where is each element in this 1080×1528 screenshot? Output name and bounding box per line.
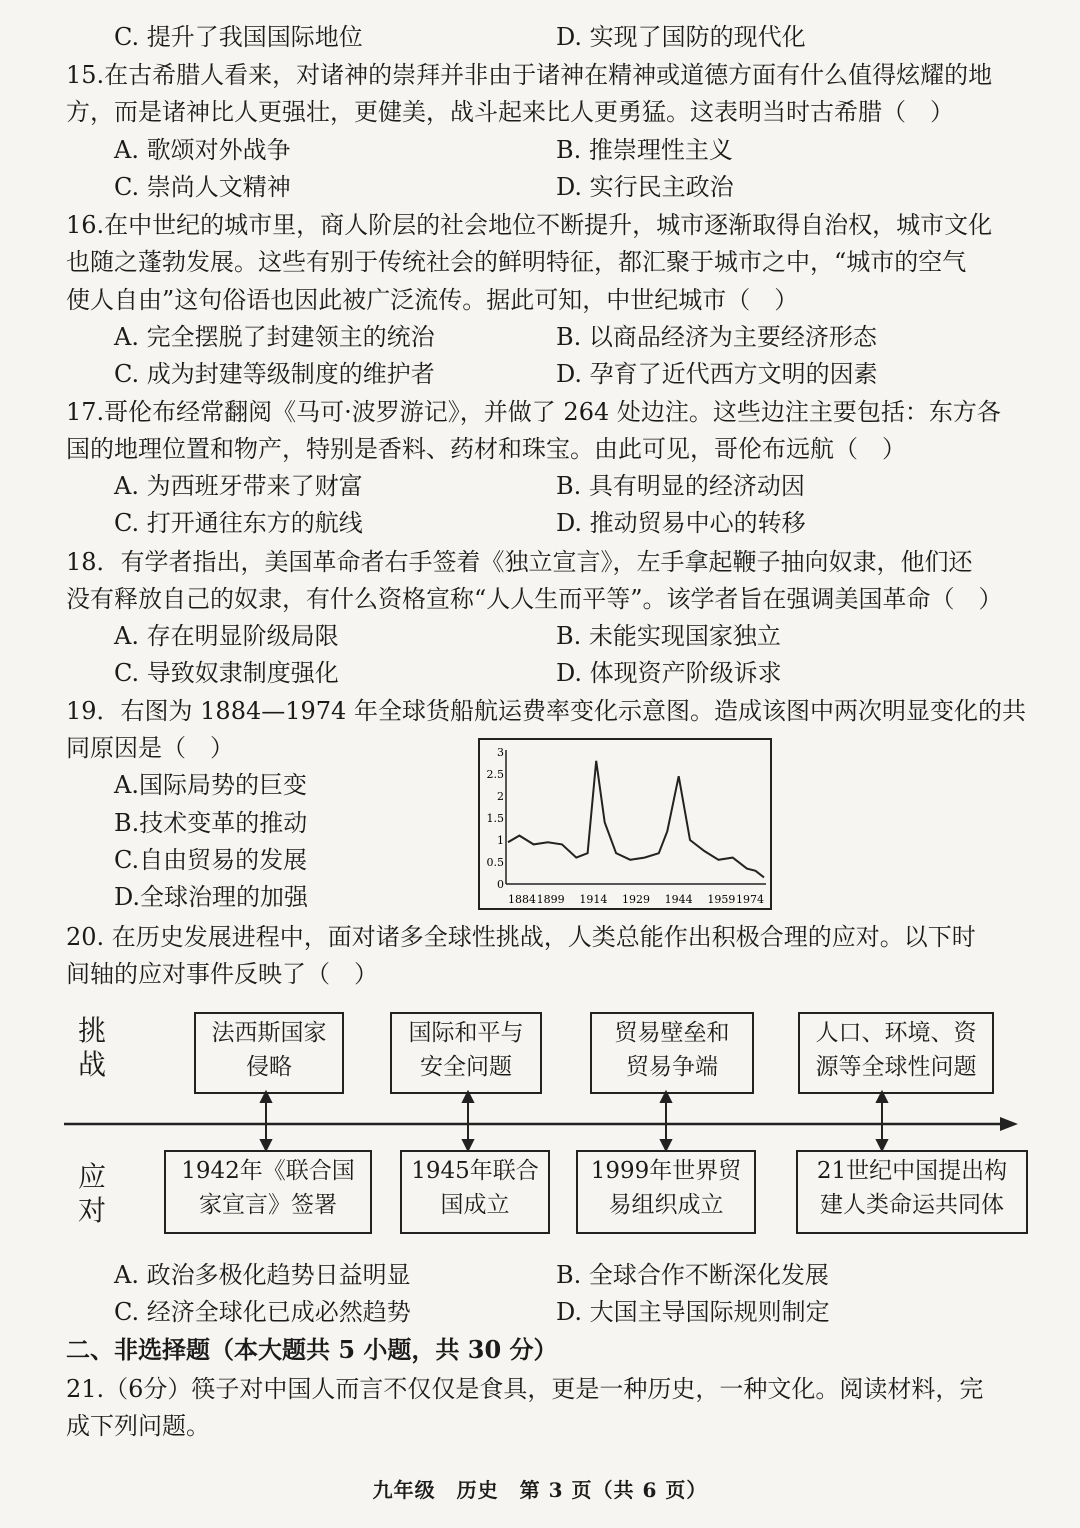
challenge-box-4 — [798, 1012, 994, 1094]
q18-stem-line-1: 18．有学者指出，美国革命者右手签着《独立宣言》，左手拿起鞭子抽向奴隶，他们还 — [66, 548, 973, 576]
q19-stem-line-2: 同原因是（ ） — [66, 734, 234, 762]
q17-option-c: C. 打开通往东方的航线 — [114, 509, 363, 537]
y-tick-label-4: 2 — [497, 790, 504, 803]
q20-option-b: B. 全球合作不断深化发展 — [556, 1261, 829, 1289]
q15-option-d: D. 实行民主政治 — [556, 173, 734, 201]
q20-option-d: D. 大国主导国际规则制定 — [556, 1298, 830, 1326]
challenge-box-3-line-2: 贸易争端 — [626, 1054, 718, 1080]
q17-stem-line-1: 17.哥伦布经常翻阅《马可·波罗游记》，并做了 264 处边注。这些边注主要包括：东方各 — [66, 398, 1001, 426]
x-tick-label-1: 1899 — [536, 893, 565, 906]
response-box-2 — [400, 1150, 550, 1234]
q20-option-a: A. 政治多极化趋势日益明显 — [114, 1261, 411, 1289]
q19-option-a: A.国际局势的巨变 — [114, 771, 307, 799]
challenge-box-2-line-1: 国际和平与 — [408, 1020, 524, 1046]
response-box-4 — [796, 1150, 1028, 1234]
q15-option-b: B. 推崇理性主义 — [556, 136, 733, 164]
q18-option-d: D. 体现资产阶级诉求 — [556, 659, 782, 687]
x-tick-label-4: 1944 — [664, 893, 693, 906]
response-box-3 — [576, 1150, 756, 1234]
challenge-box-1 — [194, 1012, 344, 1094]
y-tick-label-2: 1 — [497, 834, 504, 847]
challenge-box-2 — [390, 1012, 542, 1094]
response-box-2-line-2: 国成立 — [440, 1192, 510, 1218]
q18-option-a: A. 存在明显阶级局限 — [114, 622, 339, 650]
q18-stem-line-2: 没有释放自己的奴隶，有什么资格宣称“人人生而平等”。该学者旨在强调美国革命（ ） — [66, 585, 1003, 613]
q16-option-c: C. 成为封建等级制度的维护者 — [114, 360, 435, 388]
q17-option-a: A. 为西班牙带来了财富 — [114, 472, 363, 500]
q18-option-c: C. 导致奴隶制度强化 — [114, 659, 339, 687]
page-footer: 九年级 历史 第 3 页（共 6 页） — [372, 1478, 708, 1502]
y-tick-label-1: 0.5 — [486, 856, 504, 869]
q14-option-c: C. 提升了我国国际地位 — [114, 23, 363, 51]
q20-option-c: C. 经济全球化已成必然趋势 — [114, 1298, 411, 1326]
q17-stem-line-2: 国的地理位置和物产，特别是香料、药材和珠宝。由此可见，哥伦布远航（ ） — [66, 435, 906, 463]
x-tick-label-6: 1974 — [736, 893, 764, 906]
response-box-1-line-1: 1942年《联合国 — [181, 1158, 355, 1184]
response-box-4-line-1: 21世纪中国提出构 — [816, 1158, 1008, 1184]
challenge-box-2-line-2: 安全问题 — [420, 1054, 512, 1080]
q20-stem-line-1: 20. 在历史发展进程中，面对诸多全球性挑战，人类总能作出积极合理的应对。以下时 — [66, 923, 976, 951]
y-tick-label-0: 0 — [497, 878, 504, 891]
response-box-1-line-2: 家宣言》签署 — [199, 1192, 337, 1218]
q19-option-b: B.技术变革的推动 — [114, 809, 308, 837]
q16-option-d: D. 孕育了近代西方文明的因素 — [556, 360, 878, 388]
challenge-box-3 — [590, 1012, 754, 1094]
q16-option-a: A. 完全摆脱了封建领主的统治 — [114, 323, 435, 351]
x-tick-label-0: 1884 — [508, 893, 536, 906]
q15-stem-line-2: 方，而是诸神比人更强壮，更健美，战斗起来比人更勇猛。这表明当时古希腊（ ） — [66, 98, 954, 126]
response-box-2-line-1: 1945年联合 — [411, 1158, 539, 1184]
y-tick-label-3: 1.5 — [486, 812, 504, 825]
freight-rate-chart — [478, 738, 772, 910]
q16-option-b: B. 以商品经济为主要经济形态 — [556, 323, 877, 351]
timeline-axis — [0, 1090, 1080, 1152]
response-box-3-line-2: 易组织成立 — [608, 1192, 724, 1218]
section-2-title: 二、非选择题（本大题共 5 小题，共 30 分） — [66, 1335, 558, 1364]
challenge-box-3-line-1: 贸易壁垒和 — [614, 1020, 730, 1046]
challenge-box-1-line-2: 侵略 — [246, 1054, 292, 1080]
response-label: 应对 — [78, 1160, 107, 1227]
q15-option-a: A. 歌颂对外战争 — [114, 136, 291, 164]
series-line — [508, 761, 764, 878]
x-tick-label-3: 1929 — [622, 893, 650, 906]
challenge-label: 挑战 — [78, 1014, 107, 1081]
y-tick-label-5: 2.5 — [486, 768, 504, 781]
q17-option-d: D. 推动贸易中心的转移 — [556, 509, 806, 537]
q16-stem-line-1: 16.在中世纪的城市里，商人阶层的社会地位不断提升，城市逐渐取得自治权，城市文化 — [66, 211, 993, 239]
q15-option-c: C. 崇尚人文精神 — [114, 173, 291, 201]
q19-stem-line-1: 19．右图为 1884—1974 年全球货船航运费率变化示意图。造成该图中两次明显变化的共 — [66, 697, 1026, 725]
q17-option-b: B. 具有明显的经济动因 — [556, 472, 805, 500]
q16-stem-line-3: 使人自由”这句俗语也因此被广泛流传。据此可知，中世纪城市（ ） — [66, 286, 799, 314]
x-tick-label-2: 1914 — [579, 893, 608, 906]
q21-stem-line-2: 成下列问题。 — [66, 1412, 210, 1440]
challenge-box-4-line-2: 源等全球性问题 — [815, 1054, 977, 1080]
challenge-box-4-line-1: 人口、环境、资 — [815, 1020, 977, 1046]
challenge-box-1-line-1: 法西斯国家 — [211, 1020, 327, 1046]
q14-option-d: D. 实现了国防的现代化 — [556, 23, 806, 51]
q16-stem-line-2: 也随之蓬勃发展。这些有别于传统社会的鲜明特征，都汇聚于城市之中，“城市的空气 — [66, 248, 967, 276]
q15-stem-line-1: 15.在古希腊人看来，对诸神的崇拜并非由于诸神在精神或道德方面有什么值得炫耀的地 — [66, 61, 993, 89]
response-box-4-line-2: 建人类命运共同体 — [820, 1192, 1004, 1218]
response-box-3-line-1: 1999年世界贸 — [590, 1158, 742, 1184]
q21-stem-line-1: 21.（6分）筷子对中国人而言不仅仅是食具，更是一种历史，一种文化。阅读材料，完 — [66, 1375, 984, 1403]
response-box-1 — [164, 1150, 372, 1234]
q20-stem-line-2: 间轴的应对事件反映了（ ） — [66, 960, 378, 988]
q18-option-b: B. 未能实现国家独立 — [556, 622, 781, 650]
q19-option-d: D.全球治理的加强 — [114, 883, 309, 911]
x-tick-label-5: 1959 — [707, 893, 736, 906]
q19-option-c: C.自由贸易的发展 — [114, 846, 308, 874]
y-tick-label-6: 3 — [497, 746, 504, 759]
